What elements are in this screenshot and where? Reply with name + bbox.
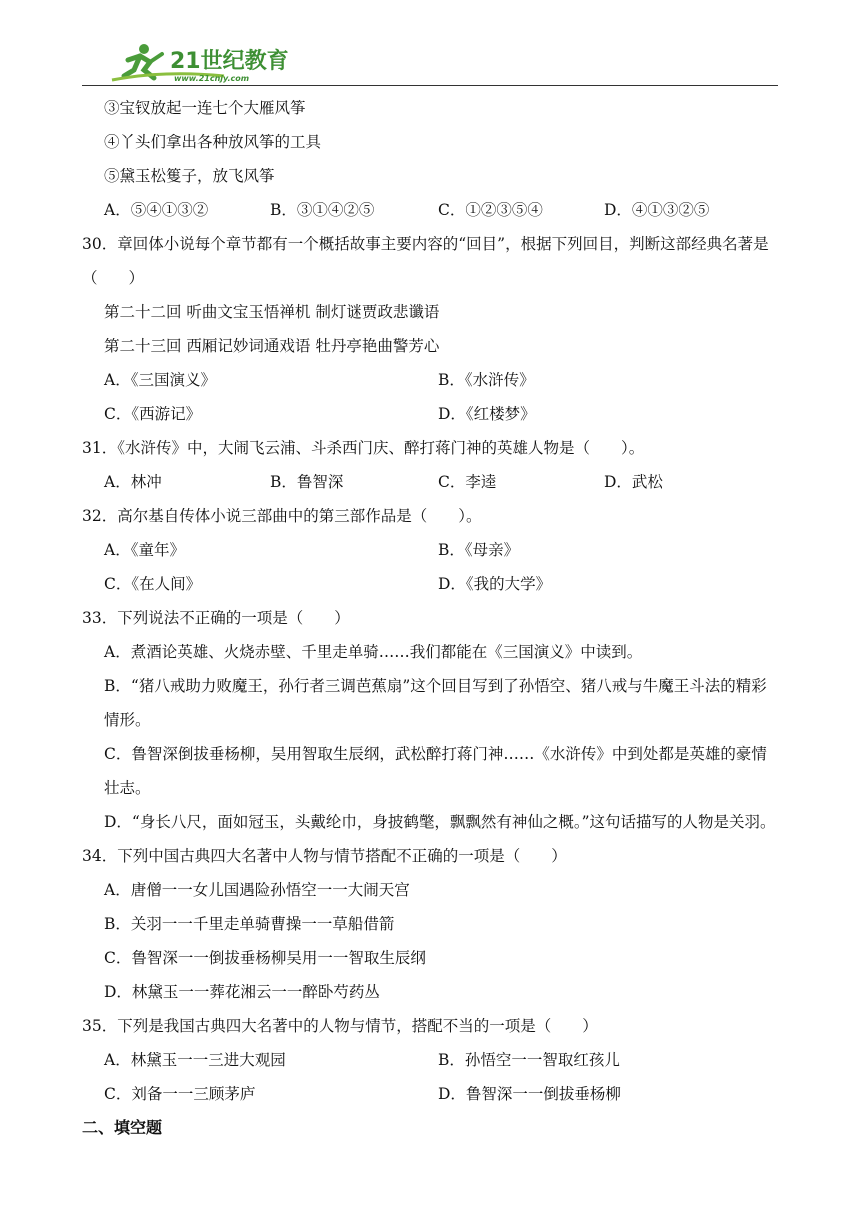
q35-options-row-1 <box>82 1043 782 1077</box>
q30-option-d: D．《红楼梦》 <box>438 405 536 423</box>
q32-stem: 32．高尔基自传体小说三部曲中的第三部作品是（ ）。 <box>82 507 482 525</box>
q29-options <box>82 193 782 227</box>
q34-option-a: A．唐僧一一女儿国遇险孙悟空一一大闹天宫 <box>104 881 410 899</box>
q32-options-row-2 <box>82 567 782 601</box>
page-header <box>82 38 778 86</box>
q34-option-b: B．关羽一一千里走单骑曹操一一草船借箭 <box>104 915 395 933</box>
q29-item-5: ⑤黛玉松篗子，放飞风筝 <box>104 167 275 185</box>
q29-option-b: B．③①④②⑤ <box>270 201 375 219</box>
q30-quote-1: 第二十二回 听曲文宝玉悟禅机 制灯谜贾政悲谶语 <box>104 303 440 321</box>
q32-options-row-1 <box>82 533 782 567</box>
q30-options-row-1 <box>82 363 782 397</box>
q30-quote-2: 第二十三回 西厢记妙词通戏语 牡丹亭艳曲警芳心 <box>104 337 440 355</box>
q29-item-4: ④丫头们拿出各种放风筝的工具 <box>104 133 322 151</box>
svg-text:www.21cnjy.com: www.21cnjy.com <box>174 74 250 83</box>
q35-stem: 35．下列是我国古典四大名著中的人物与情节，搭配不当的一项是（ ） <box>82 1017 598 1035</box>
q32-option-c: C．《在人间》 <box>104 575 202 593</box>
q33-option-a: A．煮酒论英雄、火烧赤壁、千里走单骑……我们都能在《三国演义》中读到。 <box>104 643 643 661</box>
q29-option-c: C．①②③⑤④ <box>438 201 543 219</box>
q33-option-b: B．“猪八戒助力败魔王，孙行者三调芭蕉扇”这个回目写到了孙悟空、猪八戒与牛魔王斗法的精彩情形。 <box>104 677 767 729</box>
q33-option-d: D．“身长八尺，面如冠玉，头戴纶巾，身披鹤氅，飘飘然有神仙之概。”这句话描写的人物是关羽。 <box>104 813 776 831</box>
q31-option-b: B．鲁智深 <box>270 473 344 491</box>
q29-option-d: D．④①③②⑤ <box>604 201 710 219</box>
q34-option-d: D．林黛玉一一葬花湘云一一醉卧芍药丛 <box>104 983 380 1001</box>
header-divider <box>82 85 778 86</box>
q32-option-b: B．《母亲》 <box>438 541 520 559</box>
q31-option-c: C．李逵 <box>438 473 497 491</box>
q30-option-c: C．《西游记》 <box>104 405 202 423</box>
question-list <box>82 91 782 1145</box>
q32-option-d: D．《我的大学》 <box>438 575 552 593</box>
q31-options <box>82 465 782 499</box>
q33-option-c: C．鲁智深倒拔垂杨柳，吴用智取生辰纲，武松醉打蒋门神……《水浒传》中到处都是英雄的豪情壮志。 <box>104 745 767 797</box>
q34-stem: 34．下列中国古典四大名著中人物与情节搭配不正确的一项是（ ） <box>82 847 567 865</box>
21cnjy-logo <box>104 40 294 84</box>
q29-item-3: ③宝钗放起一连七个大雁风筝 <box>104 99 306 117</box>
q30-options-row-2 <box>82 397 782 431</box>
q30-option-a: A．《三国演义》 <box>104 371 216 389</box>
q35-option-d: D．鲁智深一一倒拔垂杨柳 <box>438 1085 621 1103</box>
q30-option-b: B．《水浒传》 <box>438 371 535 389</box>
q32-option-a: A．《童年》 <box>104 541 185 559</box>
q35-option-c: C．刘备一一三顾茅庐 <box>104 1085 256 1103</box>
q34-option-c: C．鲁智深一一倒拔垂杨柳吴用一一智取生辰纲 <box>104 949 426 967</box>
q30-stem: 30．章回体小说每个章节都有一个概括故事主要内容的“回目”，根据下列回目，判断这部经典名著是 <box>82 235 769 253</box>
q31-stem: 31．《水浒传》中，大闹飞云浦、斗杀西门庆、醉打蒋门神的英雄人物是（ ）。 <box>82 439 645 457</box>
q31-option-a: A．林冲 <box>104 473 162 491</box>
q35-option-b: B．孙悟空一一智取红孩儿 <box>438 1051 620 1069</box>
section-title-fill-in: 二、填空题 <box>82 1118 163 1137</box>
q35-options-row-2 <box>82 1077 782 1111</box>
q35-option-a: A．林黛玉一一三进大观园 <box>104 1051 286 1069</box>
q30-stem-bracket: （ ） <box>82 269 145 287</box>
q33-stem: 33．下列说法不正确的一项是（ ） <box>82 609 350 627</box>
q31-option-d: D．武松 <box>604 473 663 491</box>
q29-option-a: A．⑤④①③② <box>104 201 209 219</box>
svg-text:21世纪教育: 21世纪教育 <box>170 49 289 74</box>
